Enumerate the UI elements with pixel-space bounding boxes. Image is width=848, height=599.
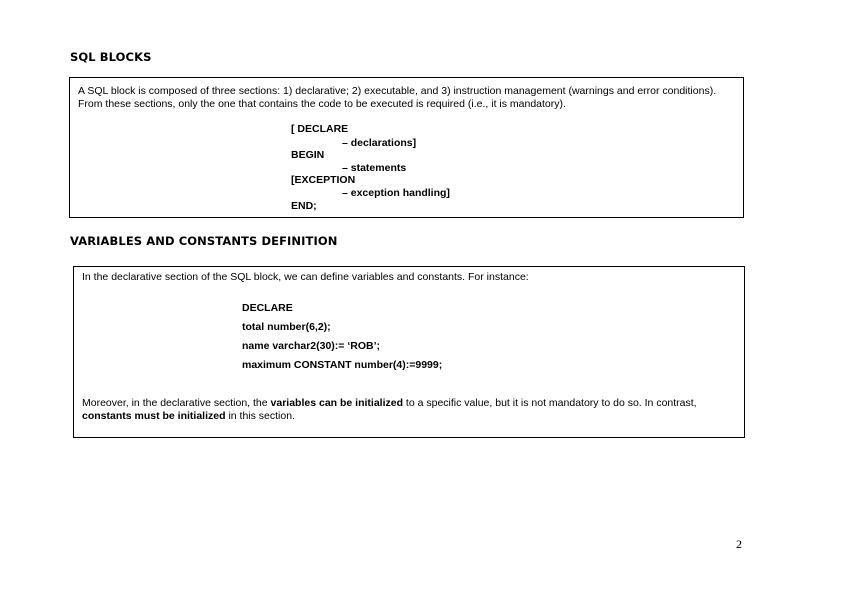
code-line: END;	[291, 200, 317, 212]
code-line: – declarations]	[342, 137, 417, 149]
code-line: [EXCEPTION	[291, 174, 356, 186]
code-line: total number(6,2);	[242, 321, 331, 333]
variables-outro	[82, 397, 742, 423]
section-heading-sql-blocks: SQL BLOCKS	[70, 50, 152, 64]
outro-bold-constants: constants must be initialized	[82, 410, 226, 422]
code-line: – exception handling]	[342, 187, 450, 199]
code-line: BEGIN	[291, 149, 325, 161]
outro-bold-variables: variables can be initialized	[270, 397, 404, 409]
outro-text: Moreover, in the declarative section, the	[82, 397, 271, 409]
code-line: maximum CONSTANT number(4):=9999;	[242, 359, 443, 371]
sql-blocks-intro: A SQL block is composed of three sections: 1) declarative; 2) executable, and 3) instruction management (warnings and error conditions). From these sections, only the one that contains the code to be executed is required (i.e., it is mandatory).	[78, 85, 717, 110]
variables-intro: In the declarative section of the SQL block, we can define variables and constants. For instance:	[82, 271, 529, 283]
page-number: 2	[736, 537, 742, 551]
variables-constants-box	[73, 266, 745, 438]
section-heading-variables-constants: VARIABLES AND CONSTANTS DEFINITION	[70, 234, 338, 248]
sql-blocks-box	[69, 77, 744, 218]
code-line: DECLARE	[242, 302, 293, 314]
code-line: [ DECLARE	[291, 123, 349, 135]
code-line: – statements	[342, 162, 407, 174]
outro-text: to a specific value, but it is not mandatory to do so. In contrast,	[403, 397, 697, 409]
code-line: name varchar2(30):= ‘ROB’;	[242, 340, 381, 352]
outro-text: in this section.	[225, 410, 295, 422]
